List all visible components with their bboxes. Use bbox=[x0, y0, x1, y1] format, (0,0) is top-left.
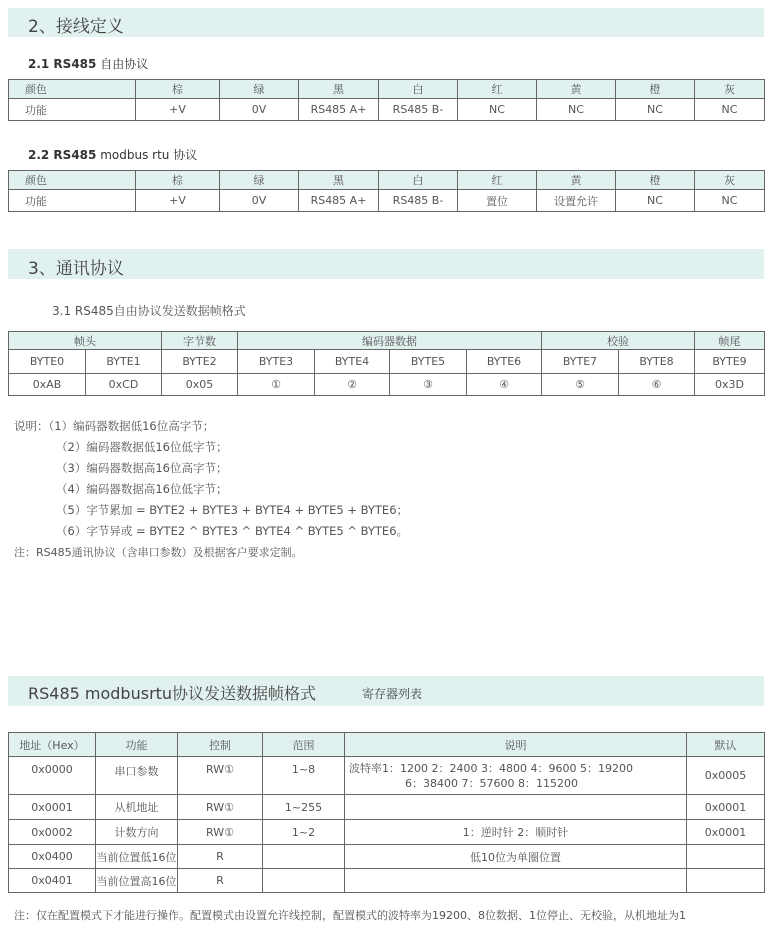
table-cell: NC bbox=[616, 99, 695, 121]
table-cell: BYTE9 bbox=[695, 350, 765, 374]
table-cell: RS485 A+ bbox=[299, 99, 379, 121]
table-cell: 当前位置高16位 bbox=[96, 869, 178, 893]
table-cell bbox=[345, 869, 687, 893]
baud-rate-line-2: 6：38400 7：57600 8：115200 bbox=[405, 776, 578, 790]
table-cell: 控制 bbox=[178, 733, 263, 757]
table-cell: 0x0001 bbox=[9, 795, 96, 820]
table-cell: 棕 bbox=[136, 171, 220, 190]
table-cell: ⑤ bbox=[542, 374, 619, 396]
note-line-3: （3）编码器数据高16位高字节； bbox=[56, 461, 228, 475]
table-cell: RS485 B- bbox=[379, 190, 458, 212]
table-cell: 当前位置低16位 bbox=[96, 845, 178, 869]
subsection-2-1-name: 自由协议 bbox=[100, 57, 149, 71]
table-cell: 帧尾 bbox=[695, 332, 765, 350]
table-cell: 白 bbox=[379, 171, 458, 190]
table-header-row bbox=[9, 733, 765, 757]
table-cell: ③ bbox=[390, 374, 467, 396]
table-cell: 棕 bbox=[136, 80, 220, 99]
table-cell: NC bbox=[695, 99, 765, 121]
table-cell: 绿 bbox=[220, 80, 299, 99]
table-cell: BYTE4 bbox=[315, 350, 390, 374]
table-cell: 0x0001 bbox=[687, 795, 765, 820]
table-cell: BYTE6 bbox=[467, 350, 542, 374]
table-cell: 计数方向 bbox=[96, 820, 178, 845]
table-cell: RW① bbox=[178, 757, 263, 795]
table-cell: BYTE0 bbox=[9, 350, 86, 374]
table-cell: BYTE8 bbox=[619, 350, 695, 374]
table-cell: 红 bbox=[458, 171, 537, 190]
table-cell: 从机地址 bbox=[96, 795, 178, 820]
subsection-2-2-title bbox=[28, 146, 197, 163]
table-cell bbox=[263, 845, 345, 869]
table-cell: BYTE1 bbox=[86, 350, 162, 374]
table-cell: 编码器数据 bbox=[238, 332, 542, 350]
table-cell: 0V bbox=[220, 99, 299, 121]
table-row bbox=[9, 795, 765, 820]
table-cell: 0x0002 bbox=[9, 820, 96, 845]
table-cell bbox=[263, 869, 345, 893]
wiring-table-free bbox=[8, 79, 765, 121]
table-cell: 黄 bbox=[537, 80, 616, 99]
table-cell: 绿 bbox=[220, 171, 299, 190]
table-row bbox=[9, 820, 765, 845]
table-cell bbox=[687, 869, 765, 893]
section-2-title: 2、接线定义 bbox=[28, 17, 124, 37]
table-cell: RW① bbox=[178, 795, 263, 820]
table-cell: 字节数 bbox=[162, 332, 238, 350]
table-cell bbox=[687, 845, 765, 869]
table-cell: 帧头 bbox=[9, 332, 162, 350]
table-cell: BYTE2 bbox=[162, 350, 238, 374]
table-header-row bbox=[9, 332, 765, 350]
table-cell: NC bbox=[695, 190, 765, 212]
table-cell: 黑 bbox=[299, 171, 379, 190]
baud-rate-line-1: 波特率1：1200 2：2400 3：4800 4：9600 5：19200 bbox=[349, 761, 633, 775]
table-cell bbox=[345, 757, 687, 795]
table-cell: NC bbox=[616, 190, 695, 212]
table-header-row bbox=[9, 80, 765, 99]
table-cell: 0x0001 bbox=[687, 820, 765, 845]
table-cell: 校验 bbox=[542, 332, 695, 350]
section-3-title: 3、通讯协议 bbox=[28, 259, 124, 279]
table-cell: 说明 bbox=[345, 733, 687, 757]
table-cell: 1~2 bbox=[263, 820, 345, 845]
table-cell: RW① bbox=[178, 820, 263, 845]
table-cell: 功能 bbox=[9, 190, 136, 212]
table-cell: NC bbox=[458, 99, 537, 121]
note-line-2: （2）编码器数据低16位低字节； bbox=[56, 440, 228, 454]
table-cell: 灰 bbox=[695, 171, 765, 190]
subsection-2-1-title bbox=[28, 55, 148, 72]
table-cell: 默认 bbox=[687, 733, 765, 757]
note-line-5: （5）字节累加 = BYTE2 + BYTE3 + BYTE4 + BYTE5 + BYTE6； bbox=[56, 503, 409, 517]
section-3-header bbox=[8, 249, 764, 279]
table-cell: 0x0400 bbox=[9, 845, 96, 869]
table-cell: 范围 bbox=[263, 733, 345, 757]
section-4-header bbox=[8, 676, 764, 706]
table-row bbox=[9, 845, 765, 869]
table-cell: 1~255 bbox=[263, 795, 345, 820]
table-cell: +V bbox=[136, 99, 220, 121]
table-cell: RS485 B- bbox=[379, 99, 458, 121]
table-row bbox=[9, 190, 765, 212]
table-cell: 橙 bbox=[616, 171, 695, 190]
subsection-3-1-title: 3.1 RS485自由协议发送数据帧格式 bbox=[52, 304, 246, 318]
table-cell: 1：逆时针 2：顺时针 bbox=[345, 820, 687, 845]
note-customization: 注：RS485通讯协议（含串口参数）及根据客户要求定制。 bbox=[14, 546, 303, 559]
table-row bbox=[9, 350, 765, 374]
table-cell: 橙 bbox=[616, 80, 695, 99]
subsection-2-2-name: modbus rtu 协议 bbox=[100, 148, 198, 162]
table-cell: 0x0401 bbox=[9, 869, 96, 893]
table-cell: 0x0005 bbox=[687, 757, 765, 795]
table-cell: 颜色 bbox=[9, 171, 136, 190]
register-table bbox=[8, 732, 765, 893]
table-cell: 红 bbox=[458, 80, 537, 99]
table-header-row bbox=[9, 171, 765, 190]
table-cell: 功能 bbox=[9, 99, 136, 121]
register-footnote: 注：仅在配置模式下才能进行操作。配置模式由设置允许线控制，配置模式的波特率为19200、8位数据、1位停止、无校验，从机地址为1 bbox=[14, 909, 686, 922]
table-row bbox=[9, 869, 765, 893]
frame-format-table bbox=[8, 331, 765, 396]
table-cell: 0x3D bbox=[695, 374, 765, 396]
table-cell: R bbox=[178, 869, 263, 893]
table-cell: 0V bbox=[220, 190, 299, 212]
table-cell: ① bbox=[238, 374, 315, 396]
table-cell: 灰 bbox=[695, 80, 765, 99]
table-cell: 置位 bbox=[458, 190, 537, 212]
table-cell: NC bbox=[537, 99, 616, 121]
table-cell: 设置允许 bbox=[537, 190, 616, 212]
table-cell: 0xAB bbox=[9, 374, 86, 396]
table-row bbox=[9, 374, 765, 396]
table-cell: BYTE7 bbox=[542, 350, 619, 374]
table-row bbox=[9, 99, 765, 121]
table-cell: 0xCD bbox=[86, 374, 162, 396]
table-cell: 低10位为单圈位置 bbox=[345, 845, 687, 869]
table-cell: 颜色 bbox=[9, 80, 136, 99]
section-4-title: RS485 modbusrtu协议发送数据帧格式 bbox=[28, 684, 317, 703]
subsection-2-1-number: 2.1 RS485 bbox=[28, 57, 97, 71]
table-cell: BYTE5 bbox=[390, 350, 467, 374]
table-cell: 0x05 bbox=[162, 374, 238, 396]
table-cell: ④ bbox=[467, 374, 542, 396]
table-cell: 1~8 bbox=[263, 757, 345, 795]
table-cell: 白 bbox=[379, 80, 458, 99]
section-4-subtitle: 寄存器列表 bbox=[362, 687, 423, 701]
note-line-1: 说明：（1）编码器数据低16位高字节； bbox=[14, 419, 215, 433]
table-cell: 黑 bbox=[299, 80, 379, 99]
table-cell: +V bbox=[136, 190, 220, 212]
table-row bbox=[9, 757, 765, 795]
table-cell: 串口参数 bbox=[96, 757, 178, 795]
table-cell: 0x0000 bbox=[9, 757, 96, 795]
table-cell: ⑥ bbox=[619, 374, 695, 396]
note-line-4: （4）编码器数据高16位低字节； bbox=[56, 482, 228, 496]
subsection-2-2-number: 2.2 RS485 bbox=[28, 148, 97, 162]
table-cell: ② bbox=[315, 374, 390, 396]
note-line-6: （6）字节异或 = BYTE2 ^ BYTE3 ^ BYTE4 ^ BYTE5 ^ BYTE6。 bbox=[56, 524, 409, 538]
table-cell: BYTE3 bbox=[238, 350, 315, 374]
table-cell: 黄 bbox=[537, 171, 616, 190]
table-cell: 功能 bbox=[96, 733, 178, 757]
table-cell: RS485 A+ bbox=[299, 190, 379, 212]
table-cell: R bbox=[178, 845, 263, 869]
table-cell bbox=[345, 795, 687, 820]
wiring-table-modbus bbox=[8, 170, 765, 212]
table-cell: 地址（Hex） bbox=[9, 733, 96, 757]
section-2-header bbox=[8, 8, 764, 37]
